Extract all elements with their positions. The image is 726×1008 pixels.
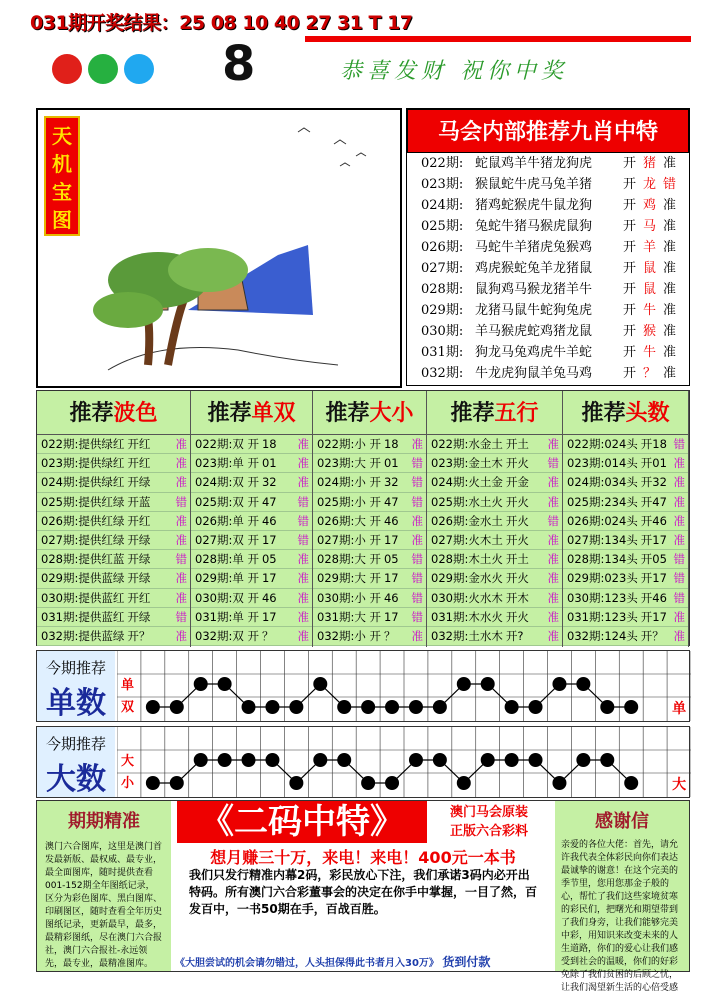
grid-row: 029期: 023头 开17 错 — [563, 569, 688, 588]
grid-row: 025期: 双 开 47 错 — [191, 493, 312, 512]
picture-title: 天 机 宝 图 — [44, 116, 80, 236]
bottom-section — [36, 800, 690, 993]
wave-dot — [505, 753, 519, 767]
right-title: 感谢信 — [595, 811, 649, 832]
grid-row: 030期: 火水木 开木 准 — [427, 589, 562, 608]
grid-row: 027期: 小 开 17 准 — [313, 531, 426, 550]
result-line: 031期开奖结果：25 08 10 40 27 31 T 17 — [30, 12, 413, 34]
grid-row: 029期: 大 开 17 错 — [313, 569, 426, 588]
wave-dot — [265, 700, 279, 714]
wave-dot — [529, 753, 543, 767]
grid-column — [191, 391, 313, 647]
wave-dot — [457, 776, 471, 790]
wave-chart-2 — [117, 727, 691, 797]
grid-row: 027期: 提供红绿 开绿 准 — [37, 531, 190, 550]
grid-column — [37, 391, 191, 647]
nine-row: 029期: 龙猪马鼠牛蛇狗兔虎 开 牛 准 — [421, 303, 677, 318]
grid-row: 023期: 单 开 01 准 — [191, 454, 312, 473]
nine-row: 025期: 兔蛇牛猪马猴虎鼠狗 开 马 准 — [421, 219, 677, 234]
wave-chart-1 — [117, 651, 691, 721]
grid-row: 025期: 234头 开47 准 — [563, 493, 688, 512]
grid-column-header: 推荐五行 — [427, 391, 562, 435]
wave-dot — [552, 776, 566, 790]
wave-dot — [289, 700, 303, 714]
wave-dot — [457, 677, 471, 691]
main-ad — [175, 801, 551, 971]
right-text: 亲爱的各位大佬：首先，请允许我代表全体彩民向你们表达最诚挚的谢意！在这个完美的季节里，您用您那金子般的心，帮忙了我们这些家境贫寒的彩民们，把曙光和期望带到了我们身旁，让我们能够完美中彩，用知识来改变未来的人生道路，你们的爱心让我们感受到社会的温暖，你们的好彩免除了我们贫困的后顾之忧，让我们渴望新生活的心倍受感 — [561, 840, 679, 993]
grid-row: 022期: 提供绿红 开红 准 — [37, 435, 190, 454]
wave-dot — [433, 700, 447, 714]
wave-dot — [600, 700, 614, 714]
big-small-wave — [36, 726, 690, 798]
main-foot: 《大胆尝试的机会请勿错过，人头担保得此书者月入30万》 货到付款 — [175, 955, 491, 969]
wave-dot — [529, 700, 543, 714]
main-side: 澳门马会原装 正版六合彩料 — [449, 805, 528, 839]
grid-row: 030期: 123头 开46 错 — [563, 589, 688, 608]
slogan: 恭喜发财 祝你中奖 — [340, 59, 568, 84]
grid-column — [427, 391, 563, 647]
grid-row: 024期: 火土金 开金 准 — [427, 473, 562, 492]
wave-dot — [313, 677, 327, 691]
wave-top-label: 单 — [121, 678, 135, 693]
grid-row: 031期: 木水火 开火 准 — [427, 608, 562, 627]
wave-dot — [552, 677, 566, 691]
wave-dot — [409, 700, 423, 714]
grid-row: 025期: 提供红绿 开蓝 错 — [37, 493, 190, 512]
grid-row: 022期: 小 开 18 准 — [313, 435, 426, 454]
left-text: 澳门六合图库，这里是澳门首发最新版、最权威、最专业，最全面图库，随时提供查看001-152期全年图纸记录，区分为彩色图库、黑白图库、印刷图区，随时查看全年历史图纸记录，更新最早，最多，最精彩图纸，尽在澳门六合报社，澳门六合报社-永远领先，最专业，最精准图库。 — [45, 842, 163, 969]
wave-dot — [505, 700, 519, 714]
grid-row: 026期: 金水土 开火 错 — [427, 512, 562, 531]
grid-row: 030期: 双 开 46 准 — [191, 589, 312, 608]
main-body: 我们只发行精准内幕2码，彩民放心下注，我们承诺3码内必开出特码。所有澳门六合彩董事会的决定在你手中掌握，一目了然，百发百中，一书50期在手，百战百胜。 — [189, 868, 538, 916]
nine-row: 026期: 马蛇牛羊猪虎兔猴鸡 开 羊 准 — [421, 240, 677, 255]
grid-row: 028期: 大 开 05 错 — [313, 550, 426, 569]
main-title: 《二码中特》 — [177, 801, 427, 843]
grid-row: 030期: 提供蓝红 开红 准 — [37, 589, 190, 608]
grid-row: 023期: 提供绿红 开红 准 — [37, 454, 190, 473]
wave-dot — [624, 700, 638, 714]
wave-label: 今期推荐 大数 — [37, 727, 115, 797]
nine-zodiac-panel — [406, 108, 690, 386]
left-panel — [37, 801, 171, 971]
grid-row: 022期: 水金土 开土 准 — [427, 435, 562, 454]
grid-row: 031期: 大 开 17 错 — [313, 608, 426, 627]
wave-dot — [218, 753, 232, 767]
grid-column — [563, 391, 689, 647]
wave-label: 今期推荐 单数 — [37, 651, 115, 721]
wave-dot — [337, 753, 351, 767]
grid-row: 025期: 小 开 47 错 — [313, 493, 426, 512]
picture-box — [36, 108, 402, 388]
grid-row: 023期: 014头 开01 准 — [563, 454, 688, 473]
wave-dot — [481, 753, 495, 767]
landscape-illustration — [38, 110, 400, 386]
grid-column — [313, 391, 427, 647]
grid-row: 026期: 024头 开46 准 — [563, 512, 688, 531]
wave-dot — [194, 753, 208, 767]
wave-dot — [218, 677, 232, 691]
grid-row: 032期: 124头 开？ 准 — [563, 627, 688, 646]
nine-row: 032期: 牛龙虎狗鼠羊兔马鸡 开 ？ 准 — [421, 366, 677, 381]
grid-row: 032期: 土水木 开? 准 — [427, 627, 562, 646]
wave-dot — [385, 700, 399, 714]
wave-dot — [361, 700, 375, 714]
nine-row: 022期: 蛇鼠鸡羊牛猪龙狗虎 开 猪 准 — [421, 156, 677, 171]
grid-row: 032期: 双 开 ？ 准 — [191, 627, 312, 646]
grid-row: 029期: 单 开 17 准 — [191, 569, 312, 588]
header-bar — [305, 36, 691, 42]
nine-row: 028期: 鼠狗鸡马猴龙猪羊牛 开 鼠 准 — [421, 282, 677, 297]
grid-row: 027期: 134头 开17 准 — [563, 531, 688, 550]
wave-top-label: 大 — [121, 754, 135, 769]
wave-dot — [337, 700, 351, 714]
odd-even-wave — [36, 650, 690, 722]
wave-bottom-label: 小 — [121, 776, 135, 791]
wave-dot — [409, 753, 423, 767]
grid-row: 026期: 提供红绿 开红 准 — [37, 512, 190, 531]
nine-row: 023期: 猴鼠蛇牛虎马兔羊猪 开 龙 错 — [421, 177, 677, 192]
grid-row: 024期: 034头 开32 准 — [563, 473, 688, 492]
grid-row: 031期: 123头 开17 准 — [563, 608, 688, 627]
grid-row: 024期: 小 开 32 错 — [313, 473, 426, 492]
red-dot — [52, 54, 82, 84]
grid-row: 030期: 小 开 46 错 — [313, 589, 426, 608]
grid-row: 031期: 提供蓝红 开绿 错 — [37, 608, 190, 627]
grid-column-header: 推荐大小 — [313, 391, 426, 435]
issue-number: 8 — [222, 36, 256, 92]
wave-dot — [576, 753, 590, 767]
grid-row: 022期: 024头 开18 错 — [563, 435, 688, 454]
grid-row: 022期: 双 开 18 准 — [191, 435, 312, 454]
green-dot — [88, 54, 118, 84]
grid-row: 027期: 双 开 17 错 — [191, 531, 312, 550]
main-subtitle: 想月赚三十万，来电！来电！400元一本书 — [210, 848, 516, 867]
wave-dot — [170, 700, 184, 714]
grid-row: 028期: 134头 开05 错 — [563, 550, 688, 569]
grid-row: 029期: 提供蓝绿 开绿 准 — [37, 569, 190, 588]
nine-rows — [407, 153, 689, 384]
grid-row: 025期: 水土火 开火 准 — [427, 493, 562, 512]
grid-row: 032期: 小 开 ？ 准 — [313, 627, 426, 646]
nine-row: 031期: 狗龙马兔鸡虎牛羊蛇 开 牛 准 — [421, 345, 677, 360]
wave-dot — [265, 753, 279, 767]
wave-dot — [624, 776, 638, 790]
right-panel — [555, 801, 689, 993]
nine-row: 030期: 羊马猴虎蛇鸡猪龙鼠 开 猴 准 — [421, 324, 677, 339]
wave-dot — [242, 700, 256, 714]
nine-row: 024期: 猪鸡蛇猴虎牛鼠龙狗 开 鸡 准 — [421, 198, 677, 213]
wave-dot — [289, 776, 303, 790]
left-title: 期期精准 — [68, 811, 140, 832]
grid-row: 026期: 单 开 46 错 — [191, 512, 312, 531]
wave-prediction: 单 — [672, 701, 687, 717]
recommendation-grid — [36, 390, 690, 646]
wave-dot — [146, 700, 160, 714]
grid-row: 023期: 大 开 01 错 — [313, 454, 426, 473]
wave-dot — [146, 776, 160, 790]
wave-dot — [170, 776, 184, 790]
nine-title: 马会内部推荐九肖中特 — [407, 109, 689, 153]
grid-row: 028期: 单 开 05 准 — [191, 550, 312, 569]
grid-row: 028期: 提供红蓝 开绿 错 — [37, 550, 190, 569]
wave-bottom-label: 双 — [121, 700, 135, 715]
grid-row: 026期: 大 开 46 准 — [313, 512, 426, 531]
wave-dot — [576, 677, 590, 691]
grid-column-header: 推荐头数 — [563, 391, 688, 435]
nine-row: 027期: 鸡虎猴蛇兔羊龙猪鼠 开 鼠 准 — [421, 261, 677, 276]
wave-dot — [600, 753, 614, 767]
wave-dot — [194, 677, 208, 691]
grid-row: 027期: 火木土 开火 准 — [427, 531, 562, 550]
wave-dot — [313, 753, 327, 767]
grid-column-header: 推荐单双 — [191, 391, 312, 435]
wave-dot — [481, 677, 495, 691]
grid-row: 029期: 金水火 开火 准 — [427, 569, 562, 588]
grid-row: 023期: 金土木 开火 错 — [427, 454, 562, 473]
grid-row: 028期: 木土火 开土 准 — [427, 550, 562, 569]
blue-dot — [124, 54, 154, 84]
grid-column-header: 推荐波色 — [37, 391, 190, 435]
wave-dot — [361, 776, 375, 790]
wave-dot — [433, 753, 447, 767]
grid-row: 024期: 双 开 32 准 — [191, 473, 312, 492]
grid-row: 032期: 提供蓝绿 开？ 准 — [37, 627, 190, 646]
grid-row: 024期: 提供绿红 开绿 准 — [37, 473, 190, 492]
grid-row: 031期: 单 开 17 准 — [191, 608, 312, 627]
wave-dot — [385, 776, 399, 790]
wave-dot — [242, 753, 256, 767]
wave-prediction: 大 — [672, 777, 687, 793]
